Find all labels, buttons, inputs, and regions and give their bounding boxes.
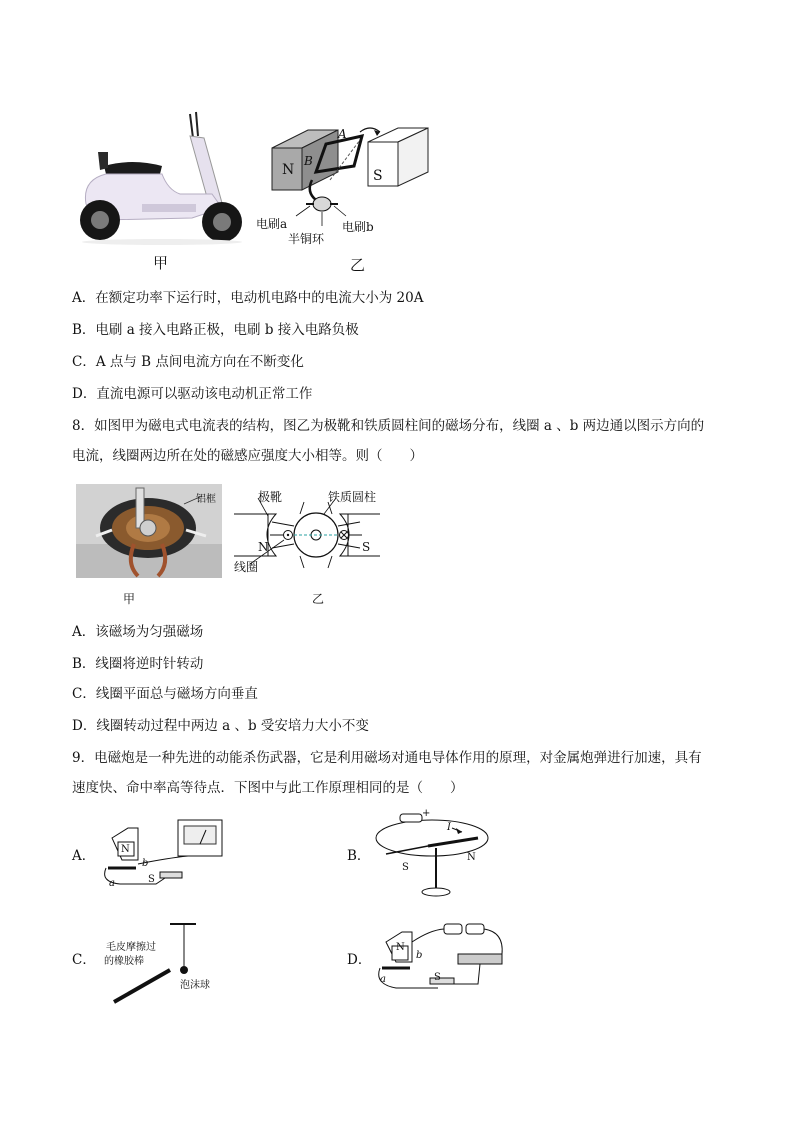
q7-option-b: B．电刷 a 接入电路正极，电刷 b 接入电路负极 (72, 322, 359, 338)
q9-stem-line2: 速度快、命中率高等待点．下图中与此工作原理相同的是（ ） (72, 780, 464, 796)
field-n-label: N (258, 540, 269, 554)
field-s-label: S (362, 540, 371, 554)
q8-option-b: B．线圈将逆时针转动 (72, 656, 204, 672)
q9-choice-a-figure (98, 814, 238, 894)
pole-shoe-label: 极靴 (258, 490, 283, 504)
motor-label-half-ring: 半铜环 (288, 232, 325, 246)
q9-b-label-plus: + (422, 808, 431, 819)
q9-c-label-rod-line1: 毛皮摩擦过 (106, 942, 156, 953)
q9-b-label-n: N (467, 852, 476, 863)
q9-c-label-ball: 泡沫球 (180, 980, 210, 991)
q9-choice-b-letter: B． (347, 848, 371, 864)
q8-option-a: A．该磁场为匀强磁场 (72, 624, 204, 640)
q9-a-label-n: N (121, 844, 130, 855)
galvanometer-circuit-svg (98, 814, 238, 894)
compass-circuit-svg (372, 808, 502, 902)
battery-circuit-svg (374, 918, 514, 1000)
q9-a-label-s: S (148, 874, 155, 885)
q9-b-label-s: S (402, 862, 409, 873)
q7-option-c: C．A 点与 B 点间电流方向在不断变化 (72, 354, 304, 370)
q8-option-d: D．线圈转动过程中两边 a 、b 受安培力大小不变 (72, 718, 369, 734)
iron-cylinder-label: 铁质圆柱 (328, 490, 377, 504)
q9-choice-d-figure (374, 918, 514, 1000)
scooter-figure (72, 108, 247, 248)
motor-label-n: N (282, 162, 295, 178)
q8-option-c: C．线圈平面总与磁场方向垂直 (72, 686, 258, 702)
q9-d-label-a: a (380, 974, 386, 985)
q7-fig-jia-caption: 甲 (153, 254, 169, 272)
q9-d-label-s: S (434, 972, 441, 983)
q9-c-label-rod-line2: 的橡胶棒 (104, 956, 144, 967)
aluminum-frame-label: 铝框 (196, 494, 216, 505)
q9-choice-b-figure (372, 808, 502, 902)
scooter-illustration (72, 108, 247, 248)
q8-stem-line1: 8．如图甲为磁电式电流表的结构，图乙为极靴和铁质圆柱间的磁场分布，线圈 a 、b 两边通以图示方向的 (72, 418, 705, 434)
motor-label-s: S (373, 168, 383, 184)
q9-d-label-b: b (416, 950, 423, 961)
motor-label-b: B (304, 154, 313, 168)
q8-fig-jia-caption: 甲 (123, 592, 136, 606)
q7-option-a: A．在额定功率下运行时，电动机电路中的电流大小为 20A (72, 290, 424, 306)
q9-a-label-b: b (142, 858, 149, 869)
q9-choice-a-letter: A． (72, 848, 96, 864)
q9-choice-c-letter: C． (72, 952, 96, 968)
q9-choice-d-letter: D． (347, 952, 372, 968)
q9-d-label-n: N (396, 942, 405, 953)
q9-a-label-a: a (109, 878, 115, 889)
q9-b-label-i: I (447, 822, 451, 833)
q9-stem-line1: 9．电磁炮是一种先进的动能杀伤武器，它是利用磁场对通电导体作用的原理，对金属炮弹进行加速，具有 (72, 750, 702, 766)
q7-option-d: D．直流电源可以驱动该电动机正常工作 (72, 386, 313, 402)
motor-label-brush-a: 电刷a (256, 217, 288, 231)
q7-fig-yi-caption: 乙 (350, 256, 366, 274)
motor-label-a: A (338, 127, 347, 141)
q8-fig-yi-caption: 乙 (312, 592, 325, 606)
motor-label-brush-b: 电刷b (342, 220, 374, 234)
coil-label: 线圈 (234, 560, 259, 574)
q8-stem-line2: 电流，线圈两边所在处的磁感应强度大小相等。则（ ） (72, 448, 423, 464)
